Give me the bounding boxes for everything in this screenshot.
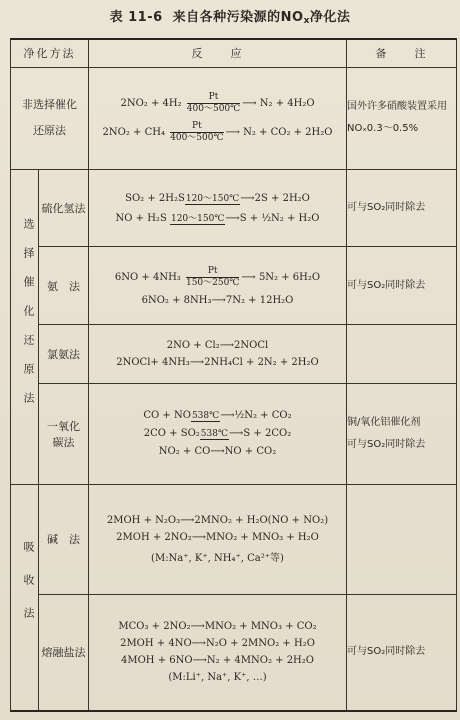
catalyst: Pt bbox=[186, 266, 239, 278]
purification-table bbox=[10, 38, 457, 712]
temperature: 120～150℃ bbox=[170, 211, 225, 225]
table-title bbox=[0, 6, 460, 26]
note-empty bbox=[347, 325, 457, 384]
category-absorption: 吸收法 bbox=[11, 484, 39, 711]
table-number: 表 11-6 bbox=[109, 10, 163, 25]
title-text: 来自各种污染源的NO bbox=[172, 10, 304, 25]
reaction-line: (M:Na⁺, K⁺, NH₄⁺, Ca²⁺等) bbox=[151, 552, 284, 564]
method-h2s: 硫化氢法 bbox=[39, 169, 89, 247]
products: 2S + 2H₂O bbox=[254, 193, 310, 205]
products: 5N₂ + 6H₂O bbox=[258, 271, 321, 283]
temperature: 538℃ bbox=[200, 429, 229, 440]
temperature: 538℃ bbox=[191, 411, 220, 422]
method-chlorine-ammonia: 氯氨法 bbox=[39, 325, 89, 384]
products: ½N₂ + CO₂ bbox=[234, 410, 292, 422]
reaction-line: NO₂ + CO⟶NO + CO₂ bbox=[158, 446, 277, 458]
products: S + 2CO₂ bbox=[243, 428, 292, 440]
reaction-line: NO + H₂S 120～150℃⟶S + ½N₂ + H₂O bbox=[115, 213, 320, 225]
products: S + ½N₂ + H₂O bbox=[239, 213, 320, 225]
reaction-line: 2MOH + N₂O₃⟶2MNO₂ + H₂O(NO + NO₂) bbox=[106, 514, 329, 526]
reaction-line: SO₂ + 2H₂S120～150℃⟶2S + 2H₂O bbox=[125, 193, 310, 205]
condition bbox=[187, 92, 240, 115]
header-note: 备 注 bbox=[347, 39, 457, 67]
temperature: 120～150℃ bbox=[185, 191, 240, 205]
reaction-line: 2CO + SO₂538℃⟶S + 2CO₂ bbox=[143, 428, 292, 440]
header-method: 净化方法 bbox=[11, 39, 89, 67]
method-alkali: 碱 法 bbox=[39, 484, 89, 594]
condition bbox=[186, 266, 239, 289]
reaction-line: CO + NO538℃⟶½N₂ + CO₂ bbox=[143, 410, 292, 422]
note-non-selective: 国外许多硝酸装置采用NOₓ0.3～0.5% bbox=[347, 67, 457, 169]
note-h2s: 可与SO₂同时除去 bbox=[347, 169, 457, 247]
reactants: 2NO₂ + 4H₂ bbox=[120, 98, 182, 110]
condition bbox=[170, 121, 223, 144]
method-non-selective: 非选择催化还原法 bbox=[11, 67, 89, 169]
reaction-cell bbox=[89, 325, 347, 384]
reactants: CO + NO bbox=[143, 410, 191, 422]
reactants: 6NO + 4NH₃ bbox=[114, 271, 181, 283]
reaction-line: 6NO + 4NH₃ $\frac{Pt}{150\sim 250℃}$ ⟶ 5N₂ + 6H₂O bbox=[114, 265, 321, 288]
temperature: 150～250℃ bbox=[185, 277, 240, 288]
reaction-cell bbox=[89, 484, 347, 594]
reaction-cell bbox=[89, 67, 347, 169]
reactants: NO + H₂S bbox=[115, 213, 167, 225]
title-text-end: 净化法 bbox=[309, 10, 351, 25]
note-molten-salt: 可与SO₂同时除去 bbox=[347, 594, 457, 711]
temperature: 400～500℃ bbox=[170, 133, 224, 144]
reactants: SO₂ + 2H₂S bbox=[125, 193, 185, 205]
category-selective: 选择催化还原法 bbox=[11, 169, 39, 484]
method-carbon-monoxide: 一氧化碳法 bbox=[39, 384, 89, 484]
catalyst: Pt bbox=[187, 92, 240, 104]
reaction-line: MCO₃ + 2NO₂⟶MNO₂ + MNO₃ + CO₂ bbox=[118, 621, 317, 633]
reaction-cell bbox=[89, 169, 347, 247]
catalyst: Pt bbox=[170, 121, 223, 133]
note-catalyst: 铜/氧化铝催化剂 bbox=[347, 416, 421, 428]
reaction-cell bbox=[89, 247, 347, 325]
reaction-line: 2NO₂ + CH₄ $\frac{Pt}{400\sim 500℃}$ ⟶ N₂ + CO₂ + 2H₂O bbox=[102, 121, 333, 144]
method-ammonia: 氨 法 bbox=[39, 247, 89, 325]
reactants: 2NO₂ + CH₄ bbox=[102, 127, 165, 139]
reaction-cell bbox=[89, 594, 347, 711]
products: N₂ + CO₂ + 2H₂O bbox=[243, 127, 333, 139]
reaction-line: (M:Li⁺, Na⁺, K⁺, …) bbox=[168, 672, 267, 684]
method-molten-salt: 熔融盐法 bbox=[39, 594, 89, 711]
note-empty bbox=[347, 484, 457, 594]
reactants: 2CO + SO₂ bbox=[143, 428, 200, 440]
reaction-line: 2NO₂ + 4H₂ $\frac{Pt}{400\sim 500℃}$ ⟶ N₂ + 4H₂O bbox=[120, 92, 315, 115]
reaction-line: 2MOH + 2NO₂⟶MNO₂ + MNO₃ + H₂O bbox=[116, 531, 319, 543]
products: N₂ + 4H₂O bbox=[259, 98, 315, 110]
note-ammonia: 可与SO₂同时除去 bbox=[347, 247, 457, 325]
note-carbon-monoxide bbox=[347, 384, 457, 484]
reaction-line: 6NO₂ + 8NH₃⟶7N₂ + 12H₂O bbox=[141, 294, 294, 306]
header-reaction: 反 应 bbox=[89, 39, 347, 67]
reaction-line: 4MOH + 6NO⟶N₂ + 4MNO₂ + 2H₂O bbox=[121, 655, 314, 667]
reaction-line: 2MOH + 4NO⟶N₂O + 2MNO₂ + H₂O bbox=[120, 638, 315, 650]
reaction-cell bbox=[89, 384, 347, 484]
title-subscript: x bbox=[303, 16, 310, 26]
note-so2: 可与SO₂同时除去 bbox=[347, 438, 426, 450]
reaction-line: 2NO + Cl₂⟶2NOCl bbox=[166, 340, 269, 352]
reaction-line: 2NOCl+ 4NH₃⟶2NH₄Cl + 2N₂ + 2H₂O bbox=[116, 357, 319, 369]
temperature: 400～500℃ bbox=[186, 104, 241, 115]
